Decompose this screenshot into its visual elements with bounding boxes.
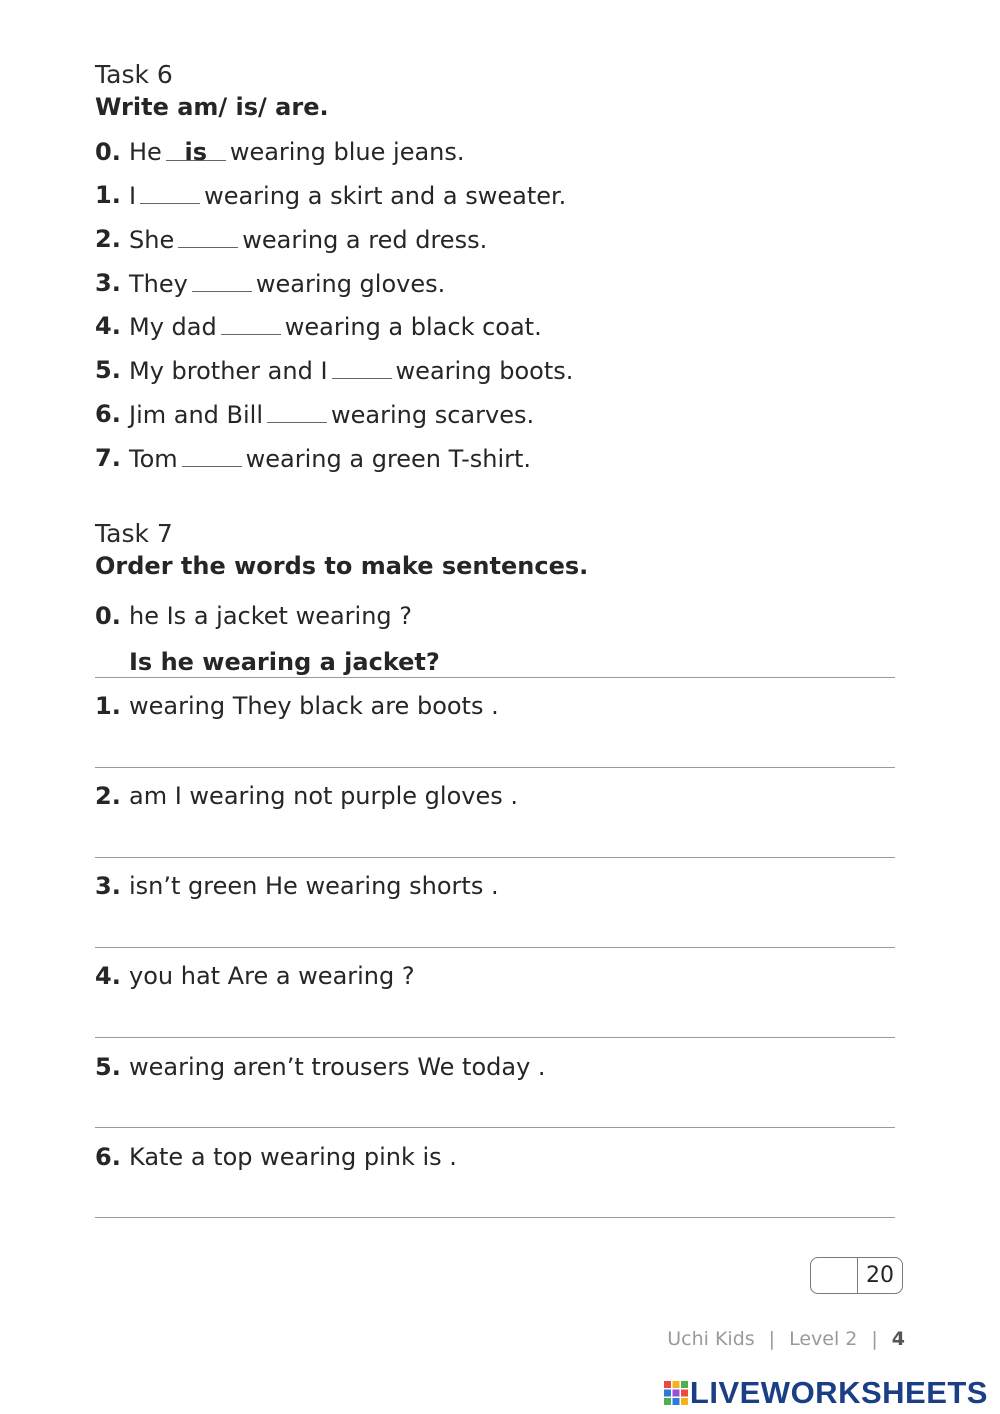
item-number: 1.: [95, 692, 121, 720]
item-rest: wearing scarves.: [331, 401, 535, 429]
item-subject: Tom: [129, 445, 178, 473]
scrambled-words: you hat Are a wearing ?: [129, 962, 415, 990]
item-number: 1.: [95, 181, 121, 209]
answer-blank[interactable]: [140, 181, 200, 204]
footer-separator: |: [768, 1328, 776, 1350]
item-number: 3.: [95, 872, 121, 900]
item-number: 5.: [95, 1053, 121, 1081]
item-number: 0.: [95, 602, 121, 630]
item-rest: wearing gloves.: [255, 270, 446, 298]
scrambled-words: Kate a top wearing pink is .: [129, 1143, 457, 1171]
item-number: 2.: [95, 225, 121, 253]
item-number: 5.: [95, 356, 121, 384]
answer-line: [95, 947, 895, 948]
score-box: [810, 1257, 903, 1294]
item-rest: wearing a skirt and a sweater.: [204, 182, 567, 210]
footer-brand: Uchi Kids: [667, 1328, 755, 1350]
item-rest: wearing a black coat.: [284, 313, 542, 341]
answer-blank[interactable]: [221, 312, 281, 335]
item-subject: My brother and I: [129, 357, 328, 385]
item-number: 6.: [95, 400, 121, 428]
liveworksheets-watermark: [664, 1375, 988, 1410]
answer-line: [95, 1037, 895, 1038]
scrambled-words: am I wearing not purple gloves .: [129, 782, 518, 810]
answer-blank[interactable]: is: [166, 138, 226, 161]
item-rest: wearing a red dress.: [242, 226, 488, 254]
score-total: 20: [866, 1263, 894, 1288]
answer-blank[interactable]: [192, 269, 252, 292]
item-number: 7.: [95, 444, 121, 472]
item-number: 2.: [95, 782, 121, 810]
answer-blank[interactable]: [182, 444, 242, 467]
answer-field[interactable]: Is he wearing a jacket?: [129, 648, 440, 676]
answer-line: [95, 1127, 895, 1128]
answer-line: [95, 767, 895, 768]
task-6-instruction: Write am/ is/ are.: [95, 93, 329, 121]
footer-separator: |: [871, 1328, 878, 1350]
task-6-label: Task 6: [95, 60, 173, 89]
item-number: 0.: [95, 138, 121, 166]
item-number: 3.: [95, 269, 121, 297]
score-earned-field[interactable]: [811, 1258, 858, 1293]
scrambled-words: he Is a jacket wearing ?: [129, 602, 413, 630]
task-7-label: Task 7: [95, 519, 173, 548]
item-number: 4.: [95, 312, 121, 340]
item-number: 6.: [95, 1143, 121, 1171]
item-rest: wearing a green T-shirt.: [245, 445, 532, 473]
item-subject: My dad: [129, 313, 217, 341]
answer-blank[interactable]: [178, 225, 238, 248]
answer-blank[interactable]: [267, 400, 327, 423]
footer-page-number: 4: [891, 1328, 905, 1350]
answer-blank[interactable]: [332, 356, 392, 379]
answer-line: [95, 1217, 895, 1218]
item-subject: I: [129, 182, 137, 210]
item-subject: Jim and Bill: [129, 401, 264, 429]
scrambled-words: isn’t green He wearing shorts .: [129, 872, 499, 900]
item-subject: She: [129, 226, 175, 254]
scrambled-words: wearing aren’t trousers We today .: [129, 1053, 546, 1081]
item-subject: He: [129, 138, 162, 166]
item-number: 4.: [95, 962, 121, 990]
task-7-instruction: Order the words to make sentences.: [95, 552, 589, 580]
page-footer: [667, 1328, 905, 1350]
scrambled-words: wearing They black are boots .: [129, 692, 499, 720]
answer-line: [95, 857, 895, 858]
footer-level: Level 2: [789, 1328, 858, 1350]
answer-line: [95, 677, 895, 678]
liveworksheets-logo-icon: [664, 1381, 688, 1405]
watermark-text: LIVEWORKSHEETS: [689, 1375, 988, 1410]
item-rest: wearing blue jeans.: [229, 138, 465, 166]
item-rest: wearing boots.: [395, 357, 574, 385]
item-subject: They: [129, 270, 188, 298]
